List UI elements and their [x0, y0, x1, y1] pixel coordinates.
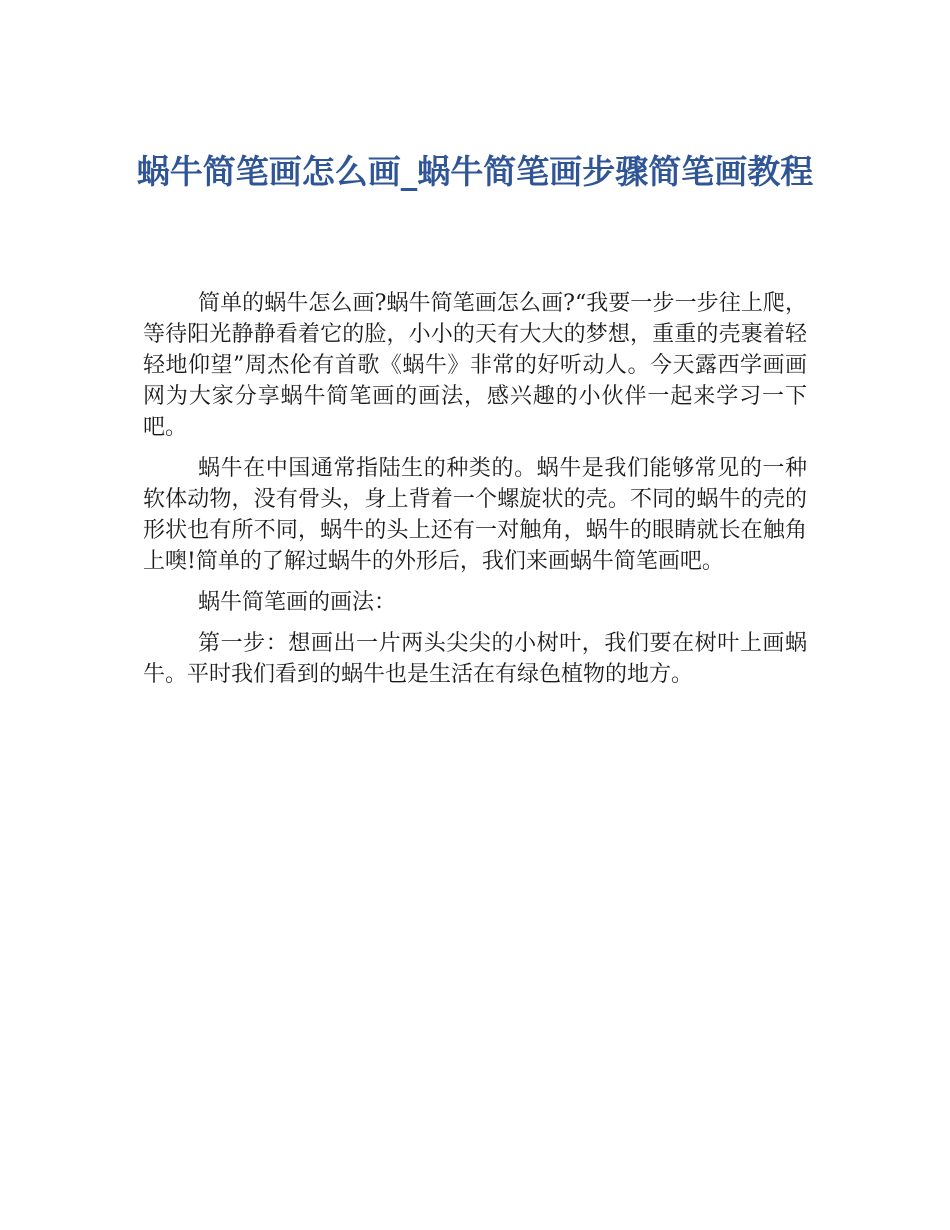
- document-body: [143, 288, 807, 700]
- paragraph-method-heading: 蜗牛简笔画的画法：: [198, 590, 397, 615]
- paragraph-intro: 简单的蜗牛怎么画?蜗牛简笔画怎么画?“我要一步一步往上爬，等待阳光静静看着它的脸，小小的天有大大的梦想，重重的壳裹着轻轻地仰望”周杰伦有首歌《蜗牛》非常的好听动人。今天露西学画画网为大家分享蜗牛简笔画的画法，感兴趣的小伙伴一起来学习一下吧。: [143, 291, 807, 440]
- paragraph-snail-description: 蜗牛在中国通常指陆生的种类的。蜗牛是我们能够常见的一种软体动物，没有骨头，身上背着一个螺旋状的壳。不同的蜗牛的壳的形状也有所不同，蜗牛的头上还有一对触角，蜗牛的眼睛就长在触角上噢!简单的了解过蜗牛的外形后，我们来画蜗牛简笔画吧。: [143, 456, 807, 574]
- paragraph-step-one: 第一步：想画出一片两头尖尖的小树叶，我们要在树叶上画蜗牛。平时我们看到的蜗牛也是生活在有绿色植物的地方。: [143, 631, 807, 687]
- document-title: 蜗牛简笔画怎么画_蜗牛简笔画步骤简笔画教程: [136, 152, 814, 191]
